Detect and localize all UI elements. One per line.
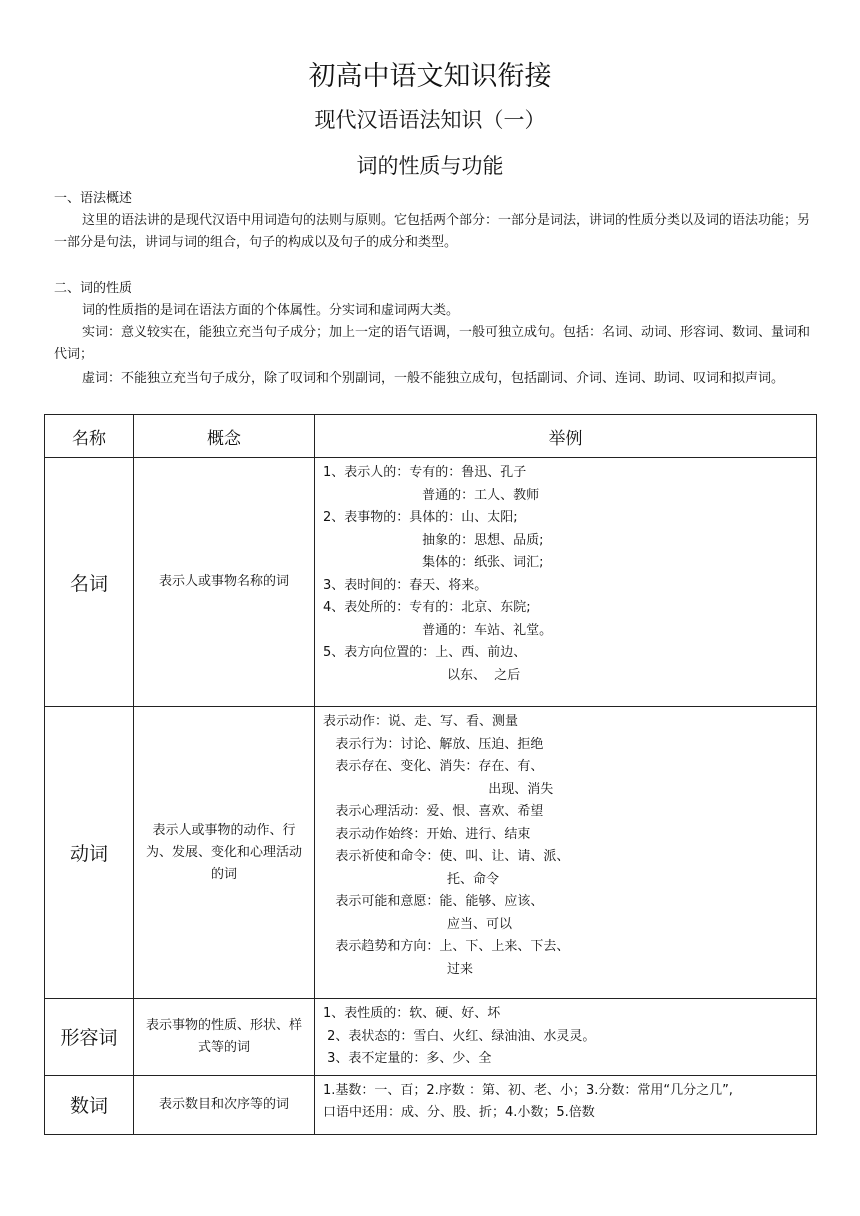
row-concept: 表示人或事物的动作、行为、发展、变化和心理活动的词 [134,707,315,999]
row-concept: 表示事物的性质、形状、样式等的词 [134,999,315,1076]
example-line: 应当、可以 [323,916,512,932]
section2-paragraph-1: 词的性质指的是词在语法方面的个体属性。分实词和虚词两大类。 [82,303,460,318]
example-line: 1.基数：一、百；2.序数 ：第、初、老、小；3.分数：常用“几分之几”, [323,1082,733,1098]
example-line: 表示存在、变化、消失：存在、有、 [323,759,544,774]
example-line: 2、表状态的：雪白、火红、绿油油、水灵灵。 [323,1028,596,1044]
example-line: 4、表处所的：专有的：北京、东院; [323,600,531,615]
header-concept: 概念 [134,415,315,458]
row-examples [315,999,817,1076]
section-title: 词的性质与功能 [356,154,504,178]
example-line: 表示动作始终：开始、进行、结束 [323,826,531,842]
section1-heading: 一、语法概述 [54,191,133,206]
example-line: 出现、消失 [323,781,554,797]
example-line: 3、表不定量的：多、少、全 [323,1051,492,1066]
example-line: 表示心理活动：爱、恨、喜欢、希望 [323,804,544,819]
word-class-table [44,414,817,1135]
example-line: 表示趋势和方向：上、下、上来、下去、 [323,939,570,954]
example-line: 普通的：车站、礼堂。 [323,622,553,638]
example-line: 表示动作：说、走、写、看、测量 [323,714,519,729]
header-examples: 举例 [315,415,817,458]
table-row [45,458,817,707]
example-line: 普通的：工人、教师 [323,487,540,503]
table-row [45,1075,817,1134]
example-line: 1、表性质的：软、硬、好、坏 [323,1006,501,1021]
example-line: 托、命令 [323,871,499,887]
table-row [45,999,817,1076]
example-line: 1、表示人的：专有的：鲁迅、孔子 [323,465,527,480]
section2-paragraph-3: 虚词：不能独立充当句子成分，除了叹词和个别副词，一般不能独立成句，包括副词、介词、连词、助词、叹词和拟声词。 [82,371,785,386]
example-line: 表示可能和意愿：能、能够、应该、 [323,894,544,909]
row-concept: 表示数目和次序等的词 [134,1075,315,1134]
row-name: 名词 [45,458,134,707]
table-header-row [45,415,817,458]
section1-paragraph: 这里的语法讲的是现代汉语中用词造句的法则与原则。它包括两个部分：一部分是词法，讲词的性质分类以及词的语法功能；另一部分是句法，讲词与词的组合，句子的构成以及句子的成分和类型。 [54,213,811,250]
example-line: 过来 [323,961,473,977]
table-row [45,707,817,999]
row-concept: 表示人或事物名称的词 [134,458,315,707]
document-title: 初高中语文知识衔接 [308,61,552,92]
row-examples [315,1075,817,1134]
header-name: 名称 [45,415,134,458]
row-name: 数词 [45,1075,134,1134]
row-name: 动词 [45,707,134,999]
row-examples [315,707,817,999]
example-line: 表示祈使和命令：使、叫、让、请、派、 [323,849,570,864]
section2-heading: 二、词的性质 [54,281,133,296]
example-line: 集体的：纸张、词汇; [323,555,544,570]
row-examples [315,458,817,707]
example-line: 抽象的：思想、品质; [323,532,544,548]
example-line: 口语中还用：成、分、股、折；4.小数；5.倍数 [323,1105,595,1120]
row-name: 形容词 [45,999,134,1076]
example-line: 5、表方向位置的：上、西、前边、 [323,645,527,660]
example-line: 表示行为：讨论、解放、压迫、拒绝 [323,736,544,752]
example-line: 2、表事物的：具体的：山、太阳; [323,510,518,525]
document-subtitle: 现代汉语语法知识（一） [314,108,546,132]
section2-paragraph-2: 实词：意义较实在，能独立充当句子成分；加上一定的语气语调，一般可独立成句。包括：名词、动词、形容词、数词、量词和代词； [54,325,811,362]
example-line: 3、表时间的：春天、将来。 [323,577,488,593]
example-line: 以东、 之后 [323,667,521,683]
